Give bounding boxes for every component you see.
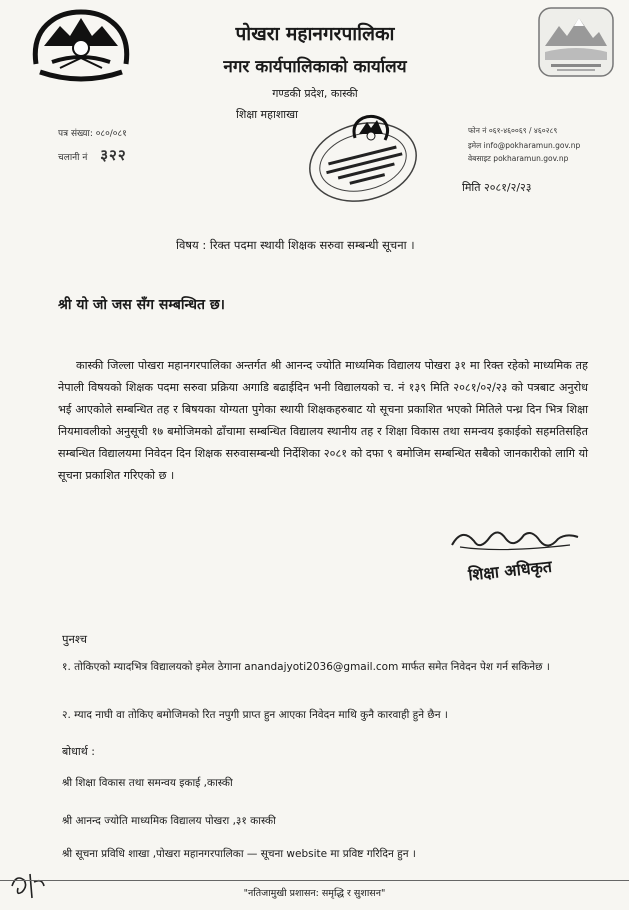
dispatch-number (58, 145, 127, 165)
subject-line: विषय : रिक्त पदमा स्थायी शिक्षक सरुवा सम्बन्धी सूचना । (176, 238, 415, 252)
cc-label: बोधार्थ : (62, 745, 95, 758)
office-title: नगर कार्यपालिकाको कार्यालय (223, 57, 407, 77)
nepal-emblem-logo (30, 6, 132, 86)
postscript-note-1: १. तोकिएको म्यादभित्र विद्यालयको इमेल ठेगाना anandajyoti2036@gmail.com मार्फत समेत निवेदन पेश गर्न सकिनेछ । (62, 661, 550, 673)
section-line: शिक्षा महाशाखा (236, 108, 299, 121)
officer-signature (440, 523, 590, 585)
footer-motto: "नतिजामुखी प्रशासन: समृद्धि र सुशासन" (243, 888, 386, 899)
dispatch-value: ३२२ (100, 146, 127, 164)
letter-date: मिति २०८१/२/२३ (462, 181, 532, 194)
email-line: इमेल info@pokharamun.gov.np (468, 141, 581, 150)
phone-line: फोन नं ०६१-४६००६९ / ४६०२८९ (468, 126, 558, 135)
signature-title: शिक्षा अधिकृत (467, 556, 553, 585)
dispatch-label: चलानी नं (58, 153, 88, 163)
municipality-logo (537, 6, 615, 78)
municipality-title: पोखरा महानगरपालिका (235, 23, 395, 45)
footer-divider (0, 880, 629, 881)
postscript-note-2: २. म्याद नाघी वा तोकिए बमोजिमको रित नपुगी प्राप्त हुन आएका निवेदन माथि कुनै कारवाही हुने छैन । (62, 709, 448, 721)
cc-item: श्री शिक्षा विकास तथा समन्वय इकाई ,कास्की (62, 777, 233, 789)
salutation: श्री यो जो जस सँग सम्बन्धित छ। (58, 297, 225, 313)
website-line: वेबसाइट pokharamun.gov.np (468, 154, 569, 163)
postscript-label: पुनश्च (62, 632, 88, 646)
notice-body: कास्की जिल्ला पोखरा महानगरपालिका अन्तर्गत श्री आनन्द ज्योति माध्यमिक विद्यालय पोखरा ३१ मा रिक्त रहेको माध्यमिक तह नेपाली विषयको शिक्षक पदमा सरुवा प्रक्रिया अगाडि बढाईदिन भनी विद्यालयको च. नं १३९ मिति २०८१/०२/२३ को पत्रबाट अनुरोध भई आएकोले सम्बन्धित तह र बिषयका योग्यता पुगेका स्थायी शिक्षकहरुबाट यो सूचना प्रकाशित भएको मितिले पन्ध्र दिन भित्र शिक्षा नियमावलीको अनुसूची १७ बमोजिमको ढाँचामा सम्बन्धित विद्यालय स्थानीय तह र शिक्षा विकास तथा समन्वय इकाईको सहमतिसहित सम्बन्धित विद्यालयमा निवेदन दिन शिक्षक सरुवासम्बन्धी निर्देशिका २०८१ को दफा ९ बमोजिम सम्बन्धित सबैको जानकारीको लागि यो सूचना प्रकाशित गरिएको छ । (58, 359, 588, 482)
cc-item: श्री आनन्द ज्योति माध्यमिक विद्यालय पोखरा ,३१ कास्की (62, 815, 276, 827)
cc-item: श्री सूचना प्रविधि शाखा ,पोखरा महानगरपालिका — सूचना website मा प्रविष्ट गरिदिन हुन । (62, 848, 416, 860)
office-seal-stamp (305, 106, 423, 210)
location-line: गण्डकी प्रदेश, कास्की (272, 87, 358, 100)
letter-number: पत्र संख्या: ०८०/०८१ (58, 129, 127, 139)
